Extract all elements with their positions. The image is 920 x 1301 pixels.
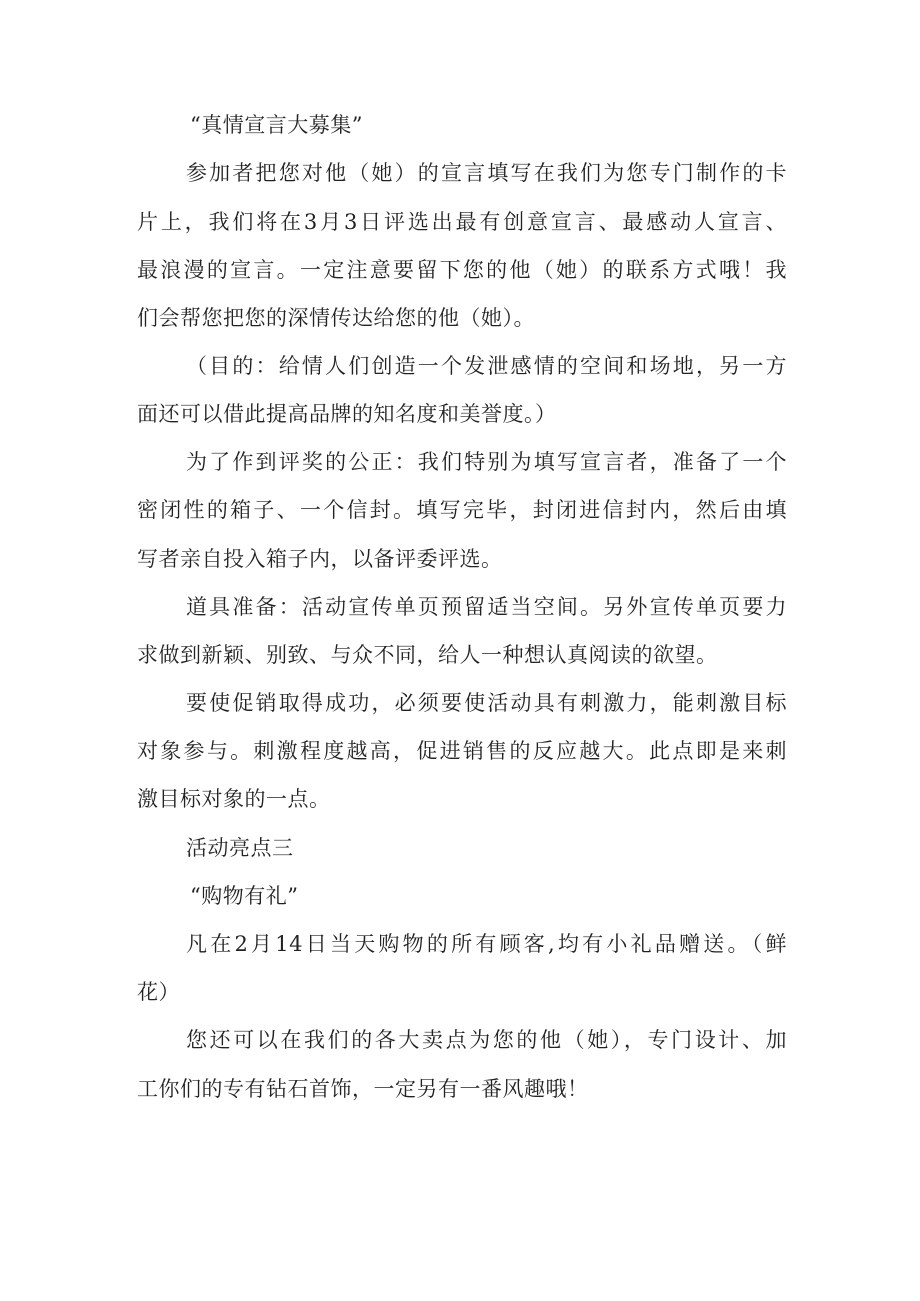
paragraph-line: 密闭性的箱子、一个信封。填写完毕，封闭进信封内，然后由填 [137, 498, 787, 522]
paragraph-line: 求做到新颖、别致、与众不同，给人一种想认真阅读的欲望。 [137, 643, 718, 667]
paragraph-line: 您还可以在我们的各大卖点为您的他（她），专门设计、加 [186, 1028, 787, 1052]
paragraph-line: 参加者把您对他（她）的宣言填写在我们为您专门制作的卡 [186, 161, 787, 185]
paragraph-line: 为了作到评奖的公正：我们特别为填写宣言者，准备了一个 [186, 450, 787, 474]
paragraph-line: 对象参与。刺激程度越高，促进销售的反应越大。此点即是来刺 [137, 739, 787, 763]
paragraph-line: （目的：给情人们创造一个发泄感情的空间和场地，另一方 [186, 354, 787, 378]
section-title: “真情宣言大募集” [190, 113, 363, 137]
paragraph-line: 最浪漫的宣言。一定注意要留下您的他（她）的联系方式哦！我 [137, 258, 787, 282]
paragraph-line: 激目标对象的一点。 [137, 787, 331, 811]
paragraph-line: 们会帮您把您的深情传达给您的他（她）。 [137, 306, 535, 330]
paragraph-line: 面还可以借此提高品牌的知名度和美誉度。） [137, 402, 557, 426]
paragraph-line: 片上，我们将在3月3日评选出最有创意宣言、最感动人宣言、 [137, 210, 787, 234]
paragraph-line: 工你们的专有钻石首饰，一定另有一番风趣哦！ [137, 1077, 589, 1101]
paragraph-line: 写者亲自投入箱子内，以备评委评选。 [137, 547, 503, 571]
subheading: 活动亮点三 [186, 836, 294, 860]
paragraph-line: 花） [137, 980, 180, 1004]
section-title: “购物有礼” [190, 884, 299, 908]
paragraph-line: 凡在2月14日当天购物的所有顾客,均有小礼品赠送。（鲜 [186, 932, 787, 956]
paragraph-line: 要使促销取得成功，必须要使活动具有刺激力，能刺激目标 [186, 691, 787, 715]
paragraph-line: 道具准备：活动宣传单页预留适当空间。另外宣传单页要力 [186, 595, 787, 619]
